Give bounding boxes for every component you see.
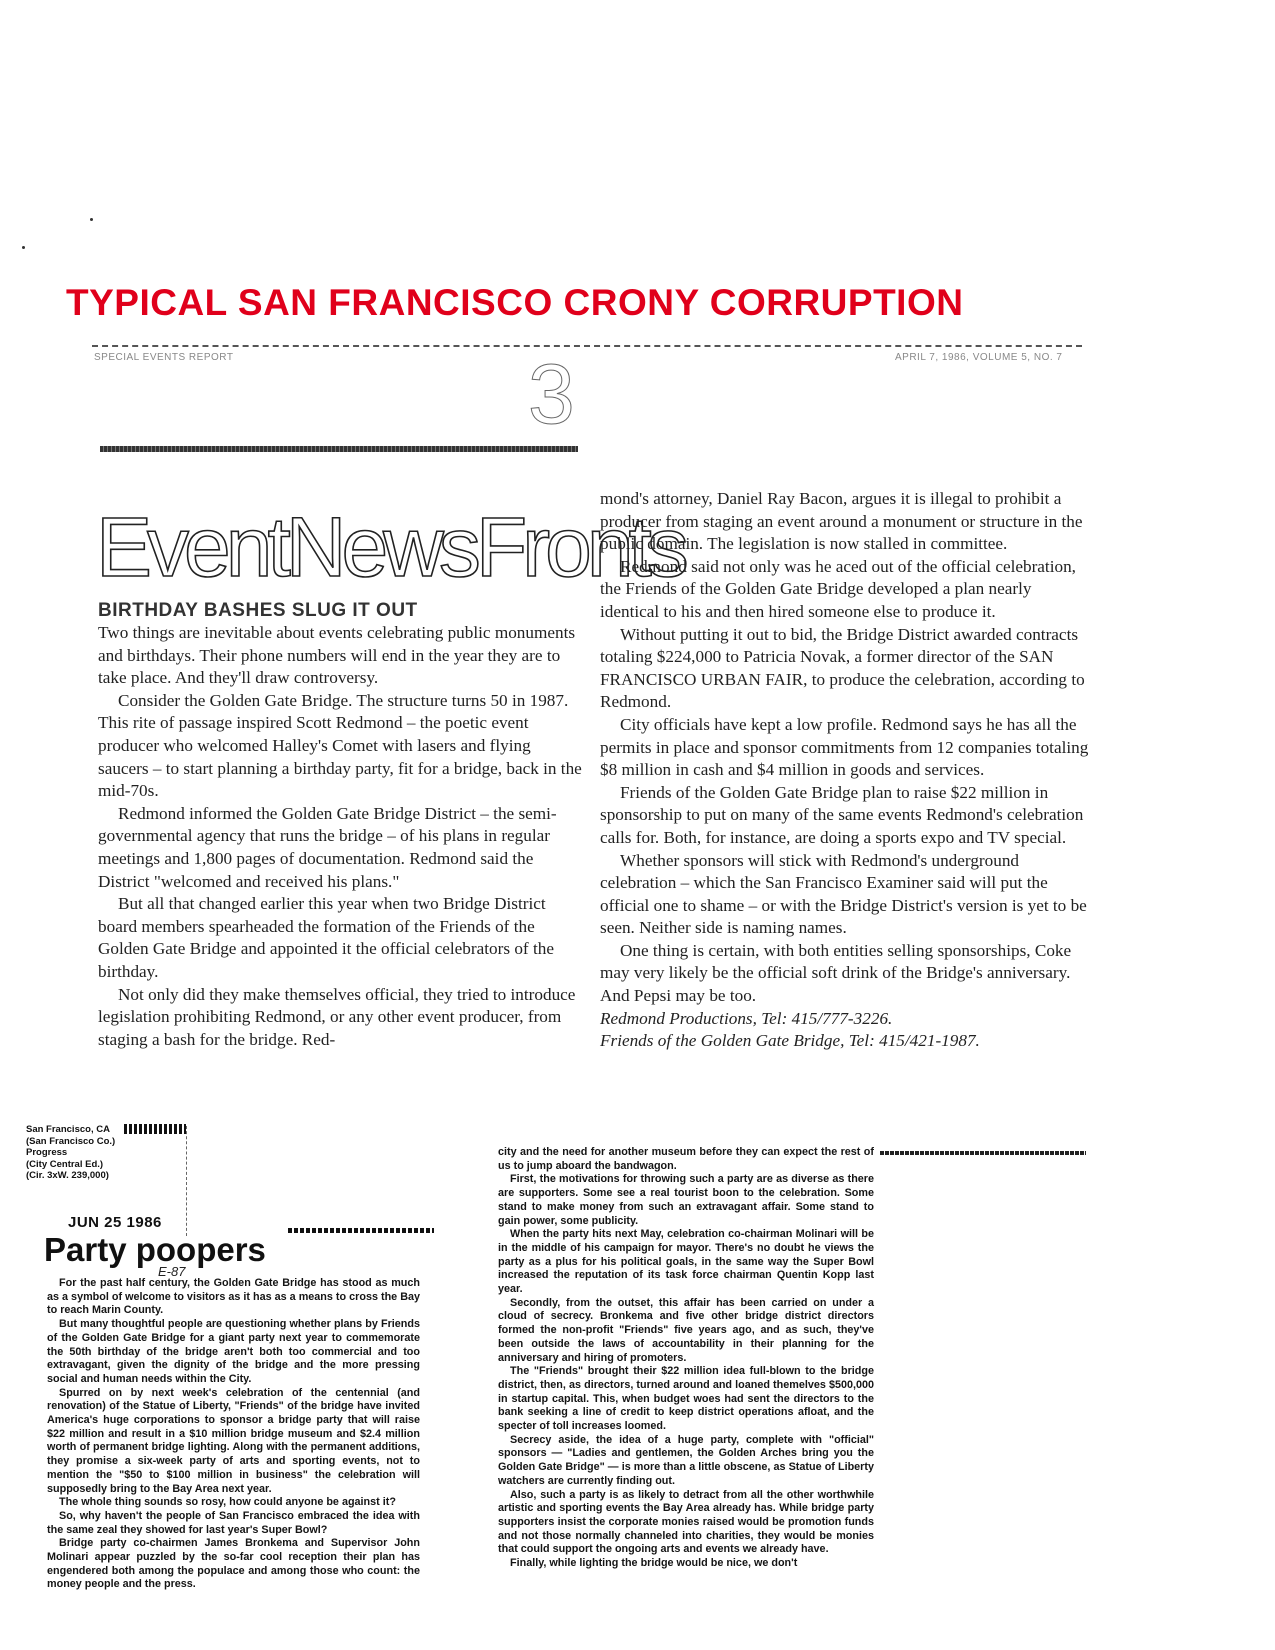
section-label: SPECIAL EVENTS REPORT bbox=[94, 352, 234, 363]
clipping-column-right bbox=[498, 1146, 874, 1571]
clipping-paragraph: Bridge party co-chairmen James Bronkema and Supervisor John Molinari appear puzzled by the so-far cool reception their plan has engendered both among the populace and among those who count: the money people and the press. bbox=[47, 1537, 420, 1591]
article-paragraph: One thing is certain, with both entities selling sponsorships, Coke may very likely be the official soft drink of the Bridge's anniversary. And Pepsi may be too. bbox=[600, 940, 1072, 1006]
article-paragraph: Redmond said not only was he aced out of the official celebration, the Friends of the Golden Gate Bridge developed a plan nearly identical to his and then hired someone else to produce it. bbox=[600, 556, 1076, 621]
article-paragraph: City officials have kept a low profile. Redmond says he has all the permits in place and sponsor commitments from 12 companies totaling $8 million in cash and $4 million in goods and services. bbox=[600, 714, 1089, 780]
clipping-meta-line: (Cir. 3xW. 239,000) bbox=[26, 1170, 109, 1181]
scan-speck bbox=[90, 218, 93, 221]
top-rule bbox=[92, 345, 1082, 347]
clipping-paragraph: Secrecy aside, the idea of a huge party, complete with "official" sponsors — "Ladies and gentlemen, the Golden Arches bring you the Golden Gate Bridge" — is more than a little obscene, as Statue of Liberty watchers are currently finding out. bbox=[498, 1433, 874, 1487]
article-paragraph: Redmond informed the Golden Gate Bridge District – the semi-governmental agency that runs the bridge – of his plans in regular meetings and 1,800 pages of documentation. Redmond said the District "welcomed and received his plans." bbox=[98, 803, 557, 891]
clipping-paragraph: When the party hits next May, celebration co-chairman Molinari will be in the middle of his campaign for mayor. There's no doubt he views the party as a plus for his political goals, in the same way the Super Bowl increased the reputation of its task force chairman Quentin Kopp last year. bbox=[498, 1228, 874, 1296]
clipping-paragraph: city and the need for another museum before they can expect the rest of us to jump aboard the bandwagon. bbox=[498, 1146, 874, 1172]
clipping-paragraph: The "Friends" brought their $22 million idea full-blown to the bridge district, then, as directors, turned around and loaned themelves $500,000 in startup capital. This, when budget woes had sent the directors to the bank seeking a line of credit to keep district operations afloat, and the specter of toll increases loomed. bbox=[498, 1365, 874, 1433]
clipping-meta-line: (City Central Ed.) bbox=[26, 1158, 104, 1170]
clipping-paragraph: Secondly, from the outset, this affair has been carried on under a cloud of secrecy. Bronkema and five other bridge district directors formed the non-profit "Friends" five years ago, and as such, they've been outside the laws of accountability in their planning for the anniversary and hiring of promoters. bbox=[498, 1296, 874, 1364]
article-column-left bbox=[98, 622, 585, 1051]
contact-line: Friends of the Golden Gate Bridge, Tel: 415/421-1987. bbox=[600, 1031, 980, 1051]
clipping-meta bbox=[26, 1124, 115, 1182]
clipping-column-left bbox=[47, 1277, 420, 1592]
clipping-paragraph: The whole thing sounds so rosy, how could anyone be against it? bbox=[59, 1496, 396, 1509]
scan-speck bbox=[22, 246, 25, 249]
article-subhead: BIRTHDAY BASHES SLUG IT OUT bbox=[98, 600, 418, 621]
article-paragraph: Friends of the Golden Gate Bridge plan to raise $22 million in sponsorship to put on many of the same events Redmond's celebration calls for. Both, for instance, are doing a sports expo and TV special. bbox=[600, 782, 1084, 847]
clipping-meta-line: (San Francisco Co.) bbox=[26, 1135, 116, 1147]
section-rule bbox=[100, 446, 578, 452]
issue-date: APRIL 7, 1986, VOLUME 5, NO. 7 bbox=[895, 352, 1063, 363]
handwritten-mark: E-87 bbox=[158, 1264, 186, 1279]
clipping-date: JUN 25 1986 bbox=[68, 1214, 162, 1231]
clipping-paragraph: So, why haven't the people of San Francisco embraced the idea with the same zeal they showed for last year's Super Bowl? bbox=[47, 1509, 420, 1536]
page-number: 3 bbox=[528, 347, 575, 441]
article-paragraph: Consider the Golden Gate Bridge. The structure turns 50 in 1987. This rite of passage inspired Scott Redmond – the poetic event producer who welcomed Halley's Comet with lasers and flying saucers – to start planning a birthday party, fit for a bridge, back in the mid-70s. bbox=[98, 690, 582, 801]
clipping-title: Party poopers bbox=[44, 1231, 266, 1268]
masthead: EventNewsFronts bbox=[96, 500, 684, 594]
clipping-edge bbox=[880, 1151, 1086, 1155]
contact-line: Redmond Productions, Tel: 415/777-3226. bbox=[600, 1008, 893, 1028]
article-paragraph: Whether sponsors will stick with Redmond's underground celebration – which the San Francisco Examiner said will put the official one to shame – or with the Bridge District's version is yet to be seen. Neither side is naming names. bbox=[600, 850, 1087, 938]
article-column-right bbox=[600, 488, 1090, 1053]
clipping-paragraph: But many thoughtful people are questioning whether plans by Friends of the Golden Gate Bridge for a giant party next year to commemorate the 50th birthday of the bridge aren't both too commercial and too extravagant, given the dignity of the bridge and the more pressing social and human needs within the City. bbox=[47, 1318, 420, 1385]
clipping-paragraph: For the past half century, the Golden Gate Bridge has stood as much as a symbol of welcome to visitors as it has as a means to cross the Bay to reach Marin County. bbox=[47, 1277, 420, 1317]
clipping-meta-line: Progress bbox=[26, 1147, 68, 1158]
article-paragraph: Without putting it out to bid, the Bridge District awarded contracts totaling $224,000 to Patricia Novak, a former director of the SAN FRANCISCO URBAN FAIR, to produce the celebration, according to Redmond. bbox=[600, 624, 1085, 712]
article-paragraph: Not only did they make themselves official, they tried to introduce legislation prohibiting Redmond, or any other event producer, from staging a bash for the bridge. Red- bbox=[98, 984, 576, 1049]
clipping-paragraph: Also, such a party is as likely to detract from all the other worthwhile artistic and sporting events the Bay Area already has. While bridge party supporters insist the corporate monies raised would be promotion funds and not those normally channeled into charities, they would be monies that could support the ongoing arts and events we already have. bbox=[498, 1488, 874, 1556]
article-paragraph: Two things are inevitable about events celebrating public monuments and birthdays. Their phone numbers will end in the year they are to take place. And they'll draw controversy. bbox=[98, 623, 576, 688]
clipping-meta-line: San Francisco, CA bbox=[26, 1124, 110, 1135]
clipping-edge bbox=[186, 1126, 187, 1236]
clipping-paragraph: First, the motivations for throwing such a party are as diverse as there are supporters. Some see a real tourist boon to the celebration. Some stand to make money from such an extravagant affair. Some stand to gain power, some publicity. bbox=[498, 1173, 874, 1227]
clipping-edge bbox=[288, 1228, 434, 1233]
clipping-edge bbox=[124, 1124, 186, 1134]
clipping-paragraph: Finally, while lighting the bridge would be nice, we don't bbox=[510, 1557, 798, 1570]
article-paragraph: mond's attorney, Daniel Ray Bacon, argues it is illegal to prohibit a producer from staging an event around a monument or structure in the public domain. The legislation is now stalled in committee. bbox=[600, 489, 1083, 554]
article-paragraph: But all that changed earlier this year when two Bridge District board members spearheaded the formation of the Friends of the Golden Gate Bridge and appointed it the official celebrators of the birthday. bbox=[98, 894, 554, 981]
headline: TYPICAL SAN FRANCISCO CRONY CORRUPTION bbox=[66, 282, 964, 323]
clipping-paragraph: Spurred on by next week's celebration of the centennial (and renovation) of the Statue of Liberty, "Friends" of the bridge have invited America's huge corporations to sponsor a bridge party that will raise $22 million and result in a $10 million bridge museum and $2.4 million worth of permanent bridge lighting. Along with the permanent additions, they promise a six-week party of arts and sporting events, not to mention the "$50 to $100 million in business" the celebration will supposedly bring to the Bay Area next year. bbox=[47, 1386, 420, 1495]
